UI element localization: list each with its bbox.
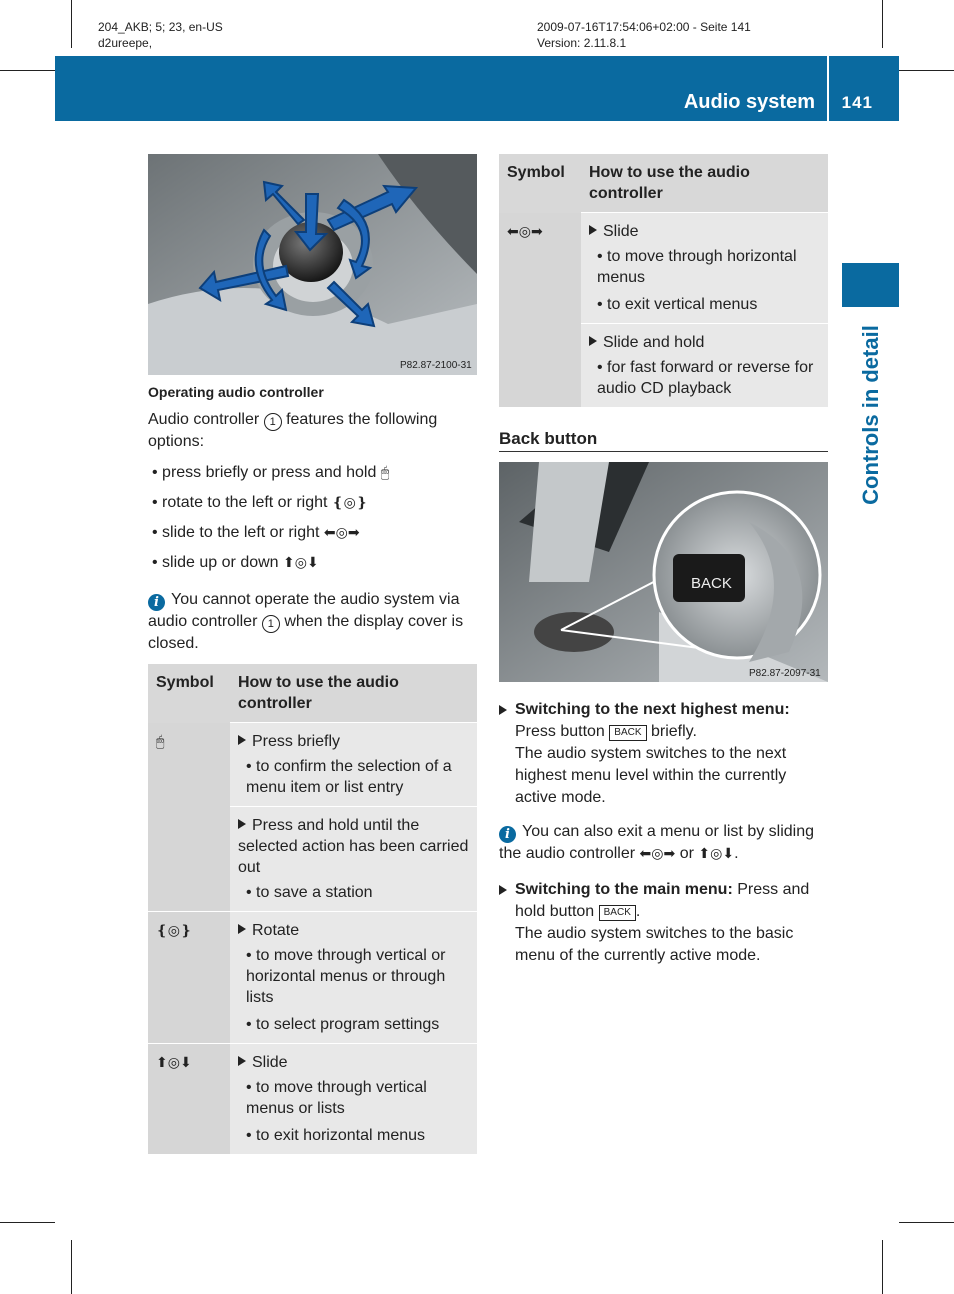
image-caption: Operating audio controller <box>148 384 324 400</box>
symbol-cell <box>499 213 581 408</box>
audio-controller-photo <box>148 154 477 375</box>
column-header: How to use the audio controller <box>581 154 828 213</box>
slide-vertical-icon: ⬆◎⬇ <box>156 1055 192 1071</box>
section-title: Audio system <box>683 91 815 113</box>
print-meta-left <box>98 19 223 51</box>
action-text: Press briefly <box>252 733 341 750</box>
usage-cell <box>581 324 828 408</box>
usage-text: to confirm the selection of a menu item or list entry <box>246 758 452 796</box>
crop-mark <box>0 1222 55 1223</box>
step-text: . <box>635 903 641 920</box>
slide-horizontal-icon: ⬅◎➡ <box>323 525 360 541</box>
action-text: Rotate <box>252 922 300 939</box>
usage-text: to move through vertical or horizontal menus or through lists <box>246 947 446 1006</box>
meta-line: 2009-07-16T17:54:06+02:00 - Seite 141 <box>537 20 751 34</box>
arrow-icon <box>238 1056 246 1066</box>
step-next-highest-menu <box>499 699 831 809</box>
usage-cell <box>230 912 477 1044</box>
step-main-menu <box>499 879 831 967</box>
callout-number-icon: 1 <box>262 615 280 633</box>
page-header <box>55 56 899 121</box>
meta-line: Version: 2.11.8.1 <box>537 36 627 50</box>
usage-item: • to select program settings <box>246 1016 440 1033</box>
action-line <box>238 1052 469 1073</box>
usage-text: to exit horizontal menus <box>256 1127 426 1144</box>
note-text: . <box>734 845 739 862</box>
heading-rule <box>499 451 828 452</box>
page-number: 141 <box>841 93 873 112</box>
action-text: Slide <box>252 1054 288 1071</box>
action-text: Press and hold until the selected action has been carried out <box>238 817 469 876</box>
info-icon: i <box>148 594 165 611</box>
crop-mark <box>899 70 954 71</box>
usage-item: • to confirm the selection of a menu item or list entry <box>246 758 452 796</box>
list-item: • slide up or down ⬆◎⬇ <box>152 554 319 571</box>
action-line <box>238 815 469 878</box>
slide-vertical-icon: ⬆◎⬇ <box>283 555 319 571</box>
back-key-label: BACK <box>691 575 732 592</box>
usage-cell <box>230 807 477 912</box>
table-header-row <box>148 664 477 723</box>
step-heading: Switching to the main menu: <box>515 881 733 898</box>
info-note <box>148 589 478 655</box>
usage-text: to move through vertical menus or lists <box>246 1079 427 1117</box>
usage-text: to exit vertical menus <box>607 296 758 313</box>
image-reference-label: P82.87-2100-31 <box>400 360 472 371</box>
info-note <box>499 821 831 865</box>
intro-text: features the following options: <box>148 411 438 450</box>
list-item-text: slide up or down <box>162 554 279 571</box>
step-text: briefly. <box>650 723 697 740</box>
crop-mark <box>899 1222 954 1223</box>
action-line <box>238 731 469 752</box>
arrow-icon <box>499 885 507 895</box>
usage-cell <box>230 1044 477 1155</box>
step-text: Press button <box>515 723 605 740</box>
usage-item: • to exit horizontal menus <box>246 1127 426 1144</box>
usage-item: • to exit vertical menus <box>597 296 758 313</box>
column-header: Symbol <box>499 154 581 213</box>
crop-mark <box>0 70 55 71</box>
column-header: How to use the audio controller <box>230 664 477 723</box>
press-icon: 🖱 <box>156 733 165 750</box>
crop-mark <box>71 0 72 48</box>
crop-mark <box>882 0 883 48</box>
back-key-icon: BACK <box>609 725 646 741</box>
usage-cell <box>581 213 828 324</box>
usage-item: • to save a station <box>246 884 373 901</box>
chapter-label-text: Controls in detail <box>858 325 883 505</box>
table-row <box>148 1044 477 1155</box>
meta-line: 204_AKB; 5; 23, en-US <box>98 20 223 34</box>
rotate-icon: ❴◎❵ <box>156 923 192 939</box>
note-text: or <box>679 845 694 862</box>
back-button-heading: Back button <box>499 429 598 448</box>
usage-text: to save a station <box>256 884 373 901</box>
back-button-illustration <box>499 462 828 682</box>
image-reference-label: P82.87-2097-31 <box>749 668 821 679</box>
chapter-label <box>843 320 899 510</box>
table-header-row <box>499 154 828 213</box>
arrow-icon <box>499 705 507 715</box>
action-line <box>238 920 469 941</box>
callout-number-icon: 1 <box>264 413 282 431</box>
arrow-icon <box>238 735 246 745</box>
list-item: • rotate to the left or right ❴◎❵ <box>152 494 368 511</box>
options-list <box>152 462 482 582</box>
chapter-tab <box>842 263 899 307</box>
symbol-cell <box>148 1044 230 1155</box>
table-row <box>148 723 477 807</box>
table-row <box>499 213 828 324</box>
list-item: • slide to the left or right ⬅◎➡ <box>152 524 360 541</box>
step-result: The audio system switches to the basic menu of the currently active mode. <box>515 925 794 964</box>
crop-mark <box>71 1240 72 1294</box>
symbol-cell <box>148 912 230 1044</box>
list-item: • press briefly or press and hold 🖱 <box>152 464 390 481</box>
usage-text: to move through horizontal menus <box>597 248 797 286</box>
meta-line: d2ureepe, <box>98 36 153 50</box>
controller-usage-table-continued <box>499 154 828 407</box>
usage-item: • to move through vertical or horizontal menus or through lists <box>246 947 446 1006</box>
press-icon: 🖱 <box>380 465 390 481</box>
note-text: You cannot operate the audio system via audio controller <box>148 591 460 630</box>
usage-item: • to move through horizontal menus <box>597 248 797 286</box>
action-text: Slide and hold <box>603 334 705 351</box>
intro-paragraph <box>148 409 478 453</box>
usage-cell <box>230 723 477 807</box>
slide-vertical-icon: ⬆◎⬇ <box>698 846 735 862</box>
list-item-text: rotate to the left or right <box>162 494 328 511</box>
header-divider <box>827 56 829 121</box>
action-line <box>589 221 820 242</box>
audio-controller-illustration <box>148 154 477 375</box>
back-key-icon: BACK <box>599 905 636 921</box>
print-meta-right <box>537 19 751 51</box>
arrow-icon <box>238 819 246 829</box>
slide-horizontal-icon: ⬅◎➡ <box>507 223 543 240</box>
rotate-icon: ❴◎❵ <box>331 495 368 511</box>
arrow-icon <box>238 924 246 934</box>
list-item-text: press briefly or press and hold <box>162 464 377 481</box>
action-line <box>589 332 820 353</box>
usage-text: for fast forward or reverse for audio CD playback <box>597 359 814 397</box>
arrow-icon <box>589 225 597 235</box>
note-text: when the display cover is closed. <box>148 613 464 652</box>
step-result: The audio system switches to the next highest menu level within the currently active mode. <box>515 745 787 806</box>
arrow-icon <box>589 336 597 346</box>
step-text: Press and hold button <box>515 881 810 920</box>
intro-text: Audio controller <box>148 411 260 428</box>
crop-mark <box>882 1240 883 1294</box>
action-text: Slide <box>603 223 639 240</box>
back-button-photo <box>499 462 828 682</box>
note-text: You can also exit a menu or list by sliding the audio controller <box>499 823 815 862</box>
usage-item: • to move through vertical menus or lists <box>246 1079 427 1117</box>
symbol-cell <box>148 723 230 912</box>
step-heading: Switching to the next highest menu: <box>515 701 790 718</box>
usage-item: • for fast forward or reverse for audio CD playback <box>597 359 814 397</box>
column-header: Symbol <box>148 664 230 723</box>
info-icon: i <box>499 826 516 843</box>
controller-usage-table <box>148 664 477 1154</box>
table-row <box>148 912 477 1044</box>
usage-text: to select program settings <box>256 1016 440 1033</box>
slide-horizontal-icon: ⬅◎➡ <box>639 846 676 862</box>
list-item-text: slide to the left or right <box>162 524 320 541</box>
